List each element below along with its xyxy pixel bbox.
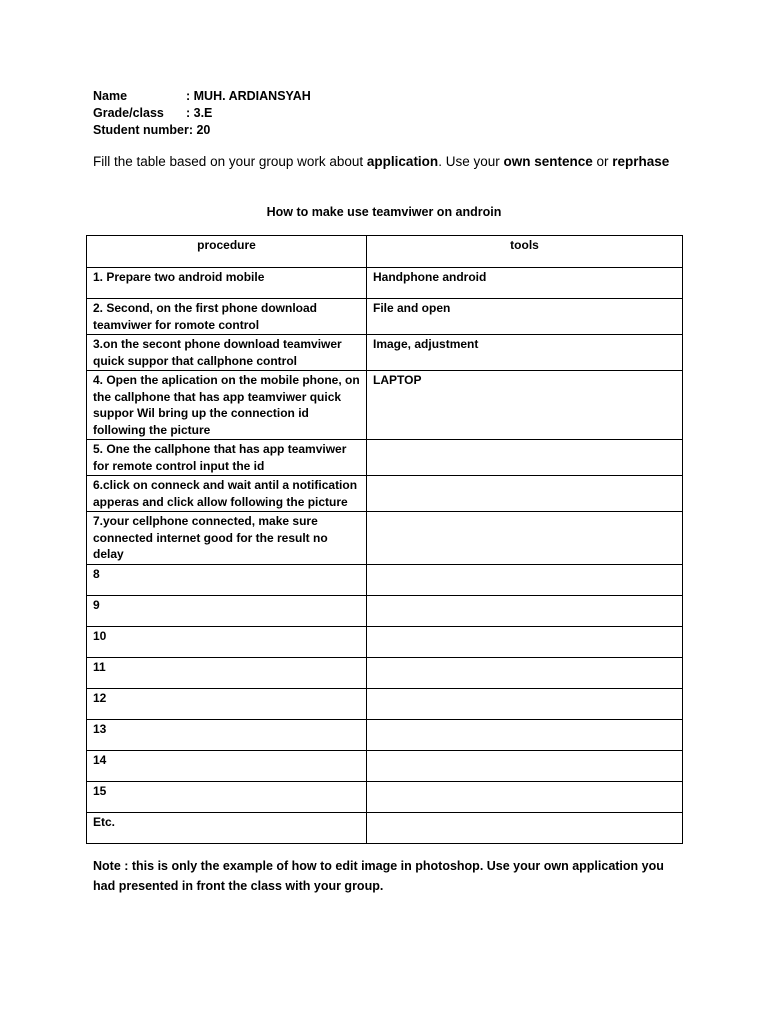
table-row [87, 812, 683, 843]
table-row [87, 335, 683, 371]
student-number-value: 20 [196, 123, 211, 137]
table-row [87, 657, 683, 688]
intro-bold-own-sentence: own sentence [503, 154, 593, 169]
procedure-cell: 9 [87, 595, 367, 626]
grade-value: : 3.E [186, 106, 213, 120]
table-row [87, 268, 683, 299]
tools-cell: LAPTOP [367, 371, 683, 440]
tools-cell [367, 657, 683, 688]
table-row [87, 371, 683, 440]
tools-cell [367, 750, 683, 781]
tools-cell [367, 719, 683, 750]
tools-cell [367, 476, 683, 512]
intro-text-2: . Use your [438, 154, 504, 169]
procedure-cell: 2. Second, on the first phone download teamviwer for romote control [87, 299, 367, 335]
table-header-row [87, 236, 683, 268]
table-row [87, 781, 683, 812]
tools-cell [367, 812, 683, 843]
table-row [87, 512, 683, 565]
procedure-cell: Etc. [87, 812, 367, 843]
intro-text-1: Fill the table based on your group work about [93, 154, 367, 169]
table-row [87, 440, 683, 476]
procedure-table [86, 235, 683, 844]
student-info [93, 88, 311, 139]
name-row [93, 88, 311, 105]
procedure-cell: 14 [87, 750, 367, 781]
tools-cell [367, 595, 683, 626]
procedure-cell: 10 [87, 626, 367, 657]
intro-bold-rephrase: reprhase [612, 154, 670, 169]
student-number-label: Student number: [93, 123, 193, 137]
table-row [87, 719, 683, 750]
tools-cell [367, 564, 683, 595]
table-row [87, 688, 683, 719]
note: Note : this is only the example of how to edit image in photoshop. Use your own application you had presented in front the class with your group. [93, 859, 664, 893]
grade-label: Grade/class [93, 106, 164, 120]
procedure-cell: 12 [87, 688, 367, 719]
procedure-cell: 13 [87, 719, 367, 750]
procedure-cell: 3.on the secont phone download teamviwer quick suppor that callphone control [87, 335, 367, 371]
header-procedure: procedure [87, 236, 367, 268]
table-row [87, 564, 683, 595]
intro-text-3: or [592, 154, 613, 169]
tools-cell [367, 688, 683, 719]
table-row [87, 595, 683, 626]
procedure-cell: 11 [87, 657, 367, 688]
student-number-row [93, 122, 311, 139]
procedure-cell: 7.your cellphone connected, make sure connected internet good for the result no delay [87, 512, 367, 565]
tools-cell [367, 512, 683, 565]
procedure-cell: 8 [87, 564, 367, 595]
table-row [87, 476, 683, 512]
tools-cell [367, 440, 683, 476]
procedure-cell: 5. One the callphone that has app teamviwer for remote control input the id [87, 440, 367, 476]
table-row [87, 626, 683, 657]
procedure-cell: 1. Prepare two android mobile [87, 268, 367, 299]
tools-cell [367, 626, 683, 657]
tools-cell: Handphone android [367, 268, 683, 299]
table-row [87, 750, 683, 781]
procedure-cell: 4. Open the aplication on the mobile phone, on the callphone that has app teamviwer quick suppor Wil bring up the connection id following the picture [87, 371, 367, 440]
tools-cell: File and open [367, 299, 683, 335]
instructions [93, 151, 675, 172]
procedure-cell: 6.click on conneck and wait antil a notification apperas and click allow following the picture [87, 476, 367, 512]
grade-row [93, 105, 311, 122]
name-label: Name [93, 89, 128, 103]
header-tools: tools [367, 236, 683, 268]
tools-cell: Image, adjustment [367, 335, 683, 371]
intro-bold-application: application [366, 154, 439, 169]
table-row [87, 299, 683, 335]
name-value: : MUH. ARDIANSYAH [186, 89, 311, 103]
tools-cell [367, 781, 683, 812]
procedure-cell: 15 [87, 781, 367, 812]
page-title: How to make use teamviwer on androin [266, 205, 502, 219]
